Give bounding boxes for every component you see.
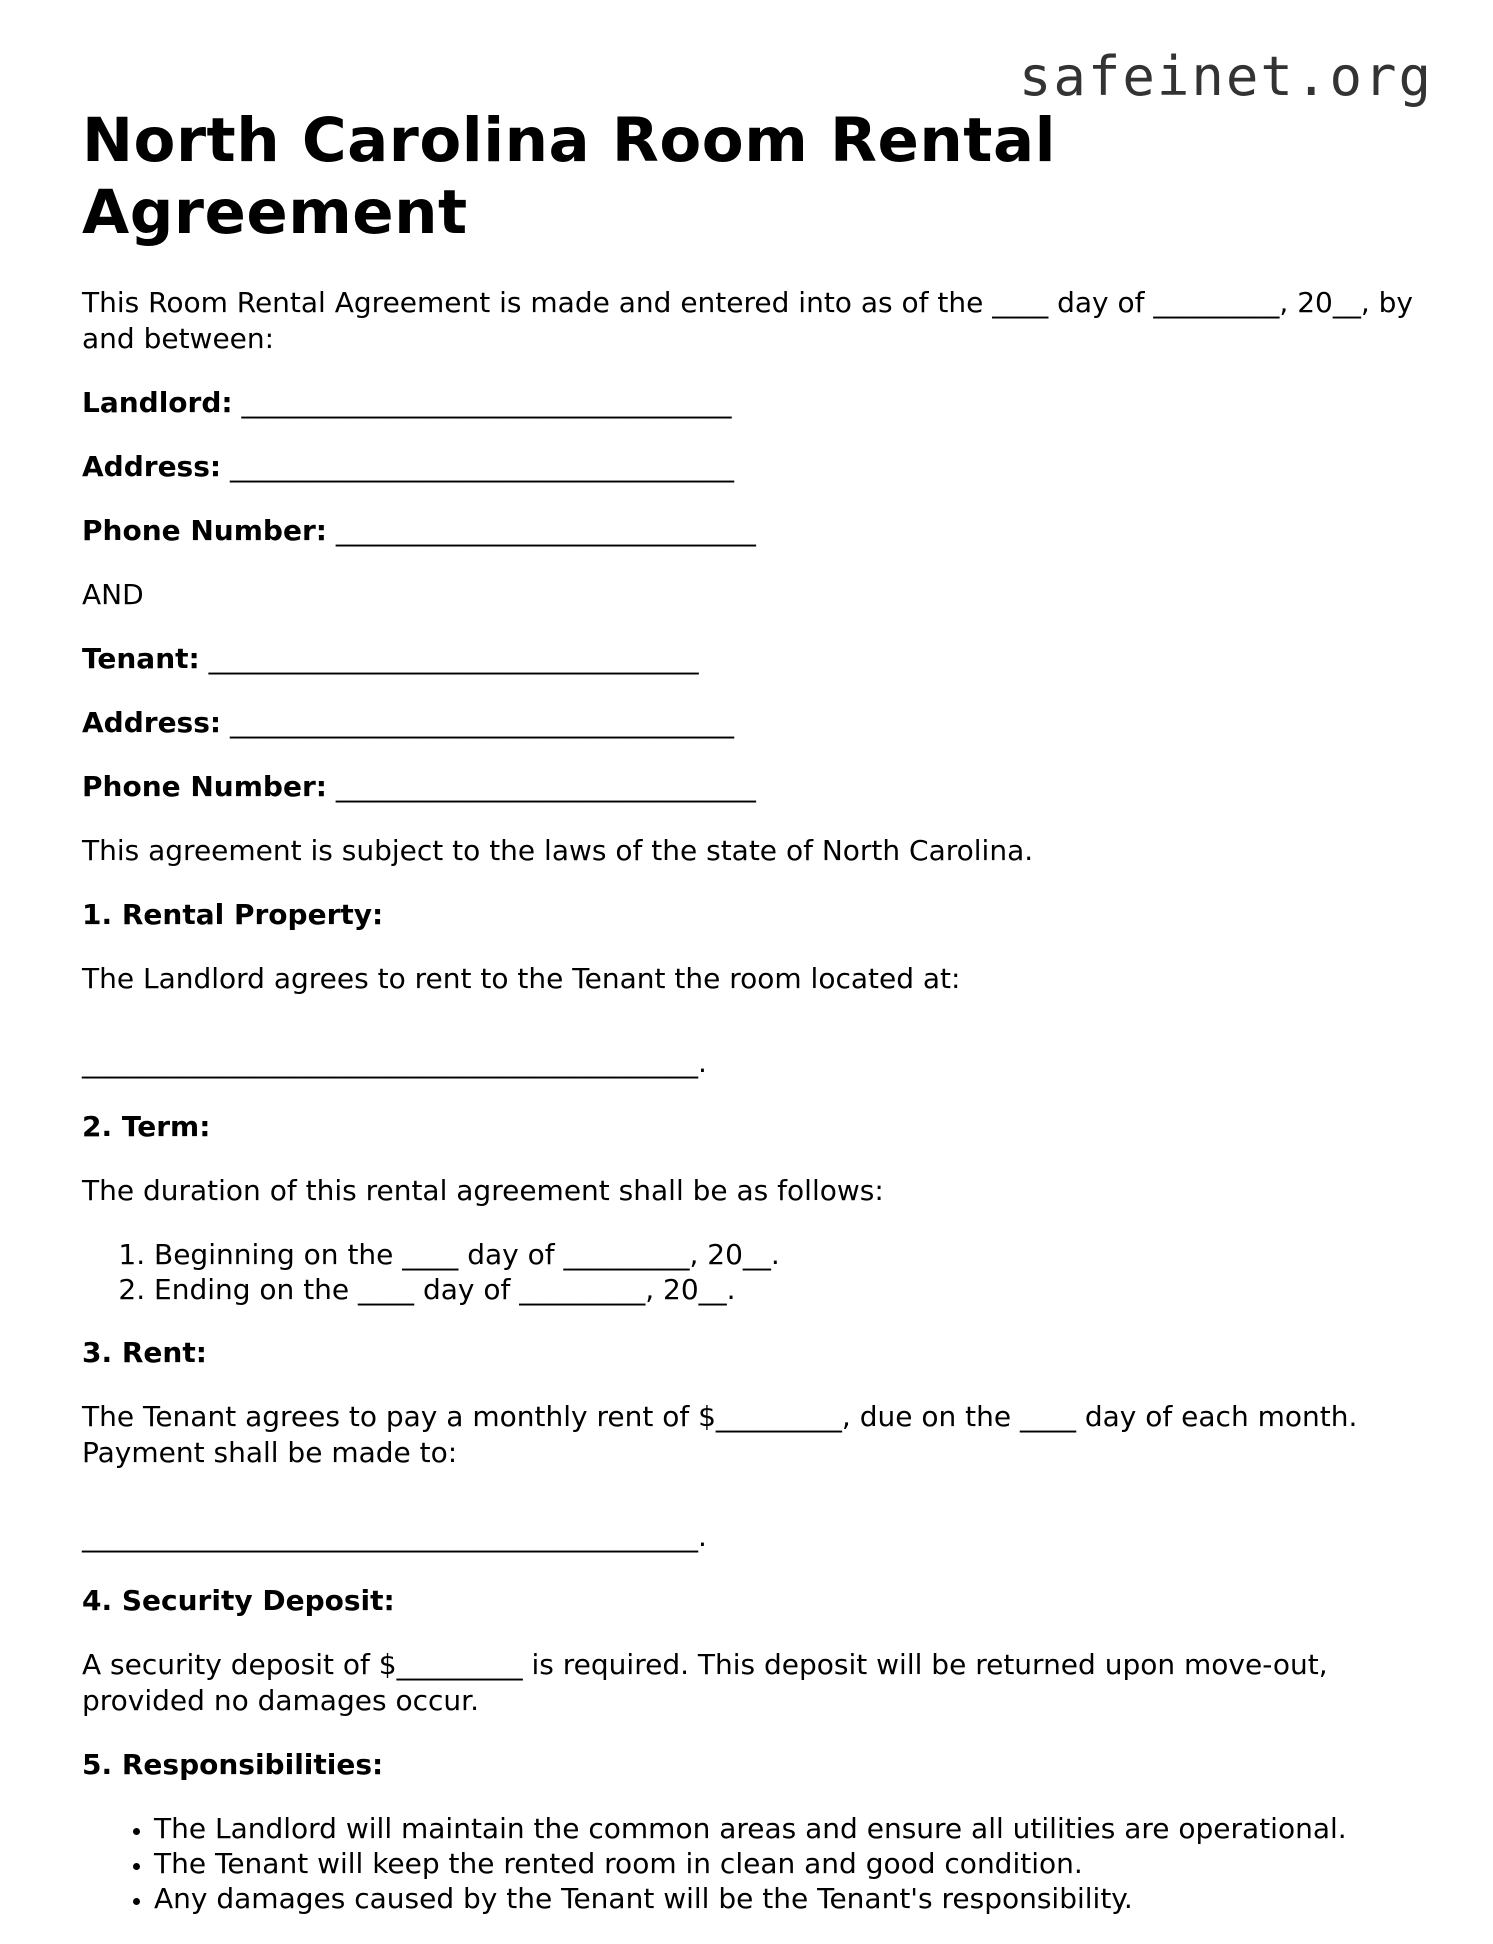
term-start-item: 1. Beginning on the ____ day of _________, 20__.: [154, 1237, 1422, 1272]
landlord-address-field: [82, 449, 1422, 485]
list-item: • The Landlord will maintain the common areas and ensure all utilities are operational.: [154, 1811, 1422, 1846]
tenant-name-label: Tenant:: [82, 642, 200, 675]
watermark: safeinet.org: [1018, 45, 1433, 108]
and-separator: AND: [82, 578, 144, 611]
tenant-address-label: Address:: [82, 706, 222, 739]
landlord-name-blank: ___________________________________: [241, 386, 732, 419]
landlord-phone-blank: ______________________________: [335, 514, 756, 547]
tenant-phone-label: Phone Number:: [82, 770, 327, 803]
document-title: North Carolina Room Rental Agreement: [82, 105, 1057, 248]
landlord-phone-label: Phone Number:: [82, 514, 327, 547]
term-heading: 2. Term:: [82, 1110, 211, 1143]
term-text: The duration of this rental agreement shall be as follows:: [82, 1174, 884, 1207]
responsibilities-list: [82, 1811, 1422, 1916]
landlord-address-label: Address:: [82, 450, 222, 483]
tenant-address-blank: ____________________________________: [230, 706, 734, 739]
list-item: • The Tenant will keep the rented room in clean and good condition.: [154, 1846, 1422, 1881]
tenant-phone-blank: ______________________________: [335, 770, 756, 803]
term-end-item: 2. Ending on the ____ day of _________, 20__.: [154, 1272, 1422, 1307]
responsibilities-heading: 5. Responsibilities:: [82, 1748, 384, 1781]
intro-paragraph: This Room Rental Agreement is made and entered into as of the ____ day of _________, 20__, by and between:: [82, 286, 1413, 355]
rental-property-heading: 1. Rental Property:: [82, 898, 384, 931]
document-page: [82, 105, 1422, 1944]
rental-property-text: The Landlord agrees to rent to the Tenant the room located at:: [82, 962, 961, 995]
security-deposit-heading: 4. Security Deposit:: [82, 1584, 395, 1617]
rental-property-address-blank: ____________________________________________.: [82, 1046, 707, 1079]
landlord-name-label: Landlord:: [82, 386, 233, 419]
landlord-phone-field: [82, 513, 1422, 549]
landlord-name-field: [82, 385, 1422, 421]
tenant-name-blank: ___________________________________: [208, 642, 699, 675]
rent-text: The Tenant agrees to pay a monthly rent of $_________, due on the ____ day of each month. Payment shall be made to:: [82, 1400, 1358, 1469]
governing-law-statement: This agreement is subject to the laws of the state of North Carolina.: [82, 834, 1034, 867]
tenant-name-field: [82, 641, 1422, 677]
tenant-address-field: [82, 705, 1422, 741]
tenant-phone-field: [82, 769, 1422, 805]
rent-heading: 3. Rent:: [82, 1336, 207, 1369]
term-list: [82, 1237, 1422, 1307]
security-deposit-text: A security deposit of $_________ is required. This deposit will be returned upon move-out, provided no damages occur.: [82, 1648, 1328, 1717]
landlord-address-blank: ____________________________________: [230, 450, 734, 483]
rent-payee-blank: ____________________________________________.: [82, 1520, 707, 1553]
list-item: • Any damages caused by the Tenant will be the Tenant's responsibility.: [154, 1881, 1422, 1916]
